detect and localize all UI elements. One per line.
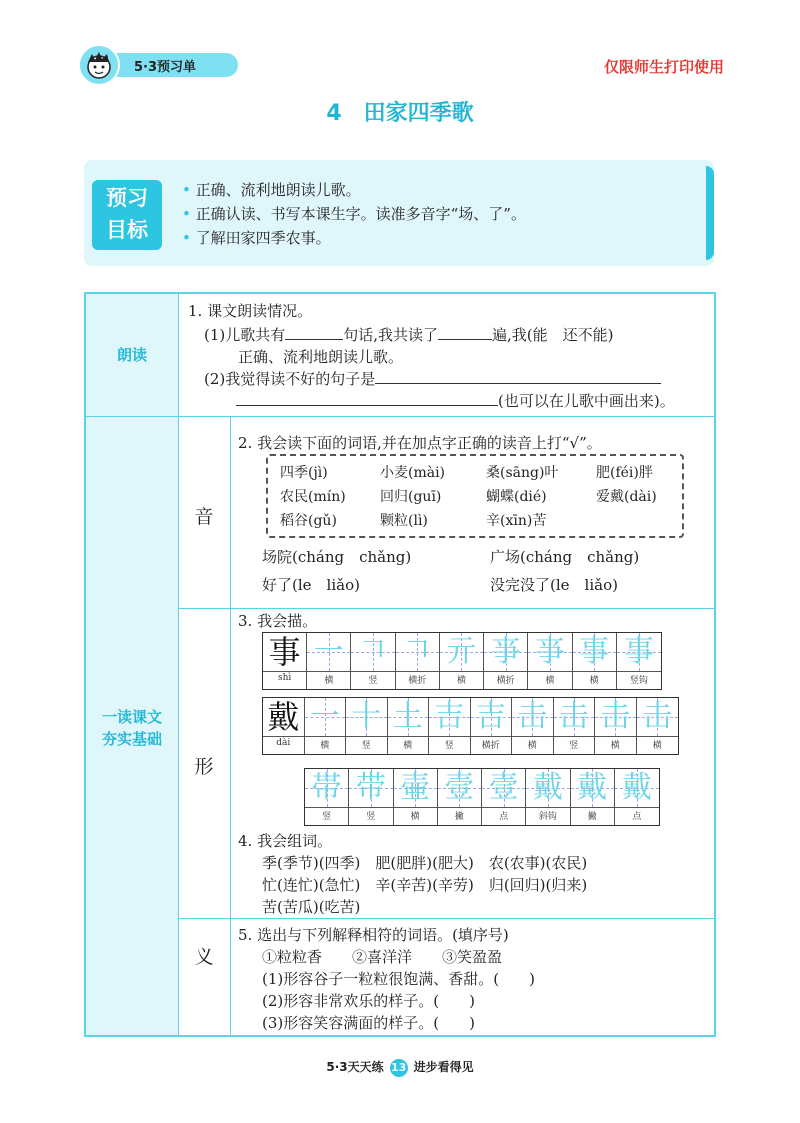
pinyin-word-box [266, 454, 684, 538]
brand-text: 5·3预习单 [134, 60, 197, 75]
pinyin-word: 农民(mín) [280, 489, 346, 505]
pinyin-word: 颗粒(lì) [380, 513, 428, 529]
stroke-name: 竖 [368, 676, 378, 686]
grid-separator [512, 736, 553, 737]
q5-item[interactable]: (1)形容谷子一粒粒很饱满、香甜。( ) [262, 970, 535, 988]
q1-line1c: 遍,我(能 还不能) [492, 326, 614, 344]
grid-separator [346, 736, 387, 737]
model-character [263, 698, 305, 754]
stroke-name: 点 [499, 812, 509, 822]
grid-separator [388, 736, 429, 737]
q1-line1b: 句话,我共读了 [343, 326, 439, 344]
stroke-name: 横折 [496, 676, 515, 686]
grid-character: 亊 [490, 634, 521, 669]
brand-logo [78, 44, 248, 86]
page-title: 4 田家四季歌 [326, 101, 474, 126]
grid-separator [484, 671, 527, 672]
grid-character: 事 [579, 634, 610, 669]
pinyin-row [280, 486, 657, 506]
q5-title: 5. 选出与下列解释相符的词语。(填序号) [238, 926, 509, 944]
pinyin-word: 稻谷(gǔ) [280, 513, 337, 529]
grid-separator [429, 736, 470, 737]
q4-line: 季(季节)(四季) 肥(肥胖)(肥大) 农(农事)(农民) [262, 854, 588, 872]
q1-line1a: (1)儿歌共有 [204, 326, 286, 344]
trace-character-cell[interactable] [615, 769, 659, 825]
q1-line3-text: (2)我觉得读不好的句子是 [204, 370, 376, 388]
grid-character: 事 [623, 634, 654, 669]
grid-character: 𠃍 [358, 634, 389, 669]
trace-character-cell[interactable] [554, 698, 596, 754]
stroke-name: 横 [324, 676, 334, 686]
stroke-name: 竖 [444, 741, 454, 751]
stroke-name: 横 [545, 676, 555, 686]
tracing-grid-1 [262, 632, 662, 690]
grid-character: 戴 [621, 770, 652, 805]
grid-character: 壷 [400, 770, 431, 805]
grid-character: 一 [309, 699, 340, 734]
goals-list [182, 178, 526, 250]
grid-character: 击 [600, 699, 631, 734]
grid-separator [305, 807, 348, 808]
grid-character: 事 [268, 633, 301, 671]
trace-character-cell[interactable] [512, 698, 554, 754]
model-character [263, 633, 307, 689]
grid-separator [615, 807, 659, 808]
grid-character: 带 [355, 770, 386, 805]
trace-character-cell[interactable] [429, 698, 471, 754]
trace-character-cell[interactable] [349, 769, 393, 825]
trace-character-cell[interactable] [617, 633, 661, 689]
grid-separator [595, 736, 636, 737]
section-basics-line1: 一读课文 [101, 708, 162, 726]
pinyin-row [280, 462, 653, 482]
grid-separator [396, 671, 439, 672]
q1-blank-count[interactable] [285, 325, 343, 340]
q2-title: 2. 我会读下面的词语,并在加点字正确的读音上打“√”。 [238, 434, 602, 452]
pinyin-row [280, 510, 596, 530]
grid-separator [394, 807, 437, 808]
stroke-name: 横 [410, 812, 420, 822]
character-pinyin: shì [277, 673, 292, 683]
q1-blank-times[interactable] [438, 325, 492, 340]
q1-blank-sentence-2[interactable] [236, 391, 498, 406]
grid-character: 亓 [446, 634, 477, 669]
grid-separator [637, 736, 679, 737]
trace-character-cell[interactable] [528, 633, 572, 689]
q1-title: 1. 课文朗读情况。 [188, 302, 313, 320]
q1-line3 [204, 368, 661, 389]
character-pinyin: dài [276, 738, 291, 748]
stroke-name: 横折 [408, 676, 427, 686]
pinyin-word: 小麦(mài) [380, 465, 446, 481]
grid-character: 一 [313, 634, 344, 669]
tracing-grid-3 [304, 768, 660, 826]
grid-character: 戴 [267, 698, 300, 736]
goal-item: • 正确认读、书写本课生字。读准多音字“场、了”。 [182, 202, 526, 226]
footer [0, 1058, 800, 1077]
grid-character: 吉 [475, 699, 506, 734]
stroke-name: 竖 [322, 812, 332, 822]
q2-choice-1[interactable]: 场院(cháng chǎng) [262, 548, 412, 566]
goals-accent-bar [706, 166, 714, 260]
goals-tag-line2: 目标 [106, 218, 148, 242]
trace-character-cell[interactable] [305, 769, 349, 825]
grid-character: 吉 [434, 699, 465, 734]
tracing-grid-2 [262, 697, 679, 755]
sub-shape: 形 [194, 756, 214, 778]
pinyin-word: 肥(féi)胖 [596, 465, 653, 481]
section-basics-line2: 夯实基础 [101, 730, 162, 748]
q4-line: 忙(连忙)(急忙) 辛(辛苦)(辛劳) 归(回归)(归来) [262, 876, 588, 894]
left-column [86, 294, 178, 1035]
grid-separator [263, 736, 304, 737]
footer-right: 进步看得见 [413, 1060, 474, 1074]
q1-line2: 正确、流利地朗读儿歌。 [238, 348, 404, 366]
grid-separator [571, 807, 614, 808]
grid-separator [482, 807, 525, 808]
stroke-name: 撇 [587, 812, 597, 822]
grid-separator [305, 736, 346, 737]
grid-separator [526, 807, 569, 808]
trace-character-cell[interactable] [484, 633, 528, 689]
grid-separator [617, 671, 661, 672]
grid-separator [573, 671, 616, 672]
trace-character-cell[interactable] [346, 698, 388, 754]
grid-separator [554, 736, 595, 737]
trace-character-cell[interactable] [394, 769, 438, 825]
grid-character: 戴 [532, 770, 563, 805]
q2-choice-2[interactable]: 广场(cháng chǎng) [490, 548, 640, 566]
grid-separator [349, 807, 392, 808]
grid-character: 帯 [311, 770, 342, 805]
section-reading: 朗读 [116, 346, 147, 364]
q1-line1 [204, 324, 614, 345]
goal-item: • 了解田家四季农事。 [182, 226, 526, 250]
sub-sound: 音 [194, 506, 214, 528]
grid-character: 壹 [444, 770, 475, 805]
pinyin-word: 爱戴(dài) [596, 489, 657, 505]
q4-line: 苦(苦瓜)(吃苦) [262, 898, 361, 916]
pinyin-word: 回归(guī) [380, 489, 442, 505]
goals-tag [92, 180, 162, 250]
stroke-name: 横 [456, 676, 466, 686]
grid-separator [438, 807, 481, 808]
q4-title: 4. 我会组词。 [238, 832, 333, 850]
trace-character-cell[interactable] [307, 633, 351, 689]
q1-line4 [236, 390, 675, 411]
stroke-name: 横 [652, 741, 662, 751]
grid-separator [440, 671, 483, 672]
stroke-name: 斜钩 [538, 812, 557, 822]
q5-options: ①粒粒香 ②喜洋洋 ③笑盈盈 [262, 948, 503, 966]
grid-character: 击 [642, 699, 673, 734]
grid-character: 十 [351, 699, 382, 734]
grid-character: 亊 [534, 634, 565, 669]
trace-character-cell[interactable] [637, 698, 679, 754]
q3-title: 3. 我会描。 [238, 612, 318, 630]
trace-character-cell[interactable] [526, 769, 570, 825]
grid-separator [351, 671, 394, 672]
pinyin-word: 蝴蝶(dié) [486, 489, 547, 505]
stroke-name: 撇 [454, 812, 464, 822]
stroke-name: 横 [403, 741, 413, 751]
stroke-name: 竖 [366, 812, 376, 822]
grid-character: 戴 [577, 770, 608, 805]
grid-character: 击 [558, 699, 589, 734]
preview-goals [84, 160, 714, 266]
page-number: 13 [390, 1059, 408, 1077]
cartoon-boy-icon [78, 44, 120, 86]
pinyin-word: 桑(sāng)叶 [486, 465, 559, 481]
q1-line4-text: (也可以在儿歌中画出来)。 [498, 392, 675, 410]
trace-character-cell[interactable] [482, 769, 526, 825]
q1-blank-sentence[interactable] [375, 369, 661, 384]
goal-item: • 正确、流利地朗读儿歌。 [182, 178, 526, 202]
trace-character-cell[interactable] [438, 769, 482, 825]
stroke-name: 横 [610, 741, 620, 751]
grid-separator [471, 736, 512, 737]
goals-tag-line1: 预习 [106, 186, 148, 210]
q5-item[interactable]: (2)形容非常欢乐的样子。( ) [262, 992, 475, 1010]
grid-separator [307, 671, 350, 672]
grid-separator [263, 671, 306, 672]
pinyin-word: 辛(xīn)苦 [486, 513, 547, 529]
stroke-name: 横 [527, 741, 537, 751]
stroke-name: 点 [632, 812, 642, 822]
trace-character-cell[interactable] [573, 633, 617, 689]
grid-separator [528, 671, 571, 672]
trace-character-cell[interactable] [396, 633, 440, 689]
stroke-name: 横 [320, 741, 330, 751]
trace-character-cell[interactable] [305, 698, 347, 754]
pinyin-word: 四季(jì) [280, 465, 328, 481]
trace-character-cell[interactable] [440, 633, 484, 689]
stroke-name: 横 [589, 676, 599, 686]
trace-character-cell[interactable] [388, 698, 430, 754]
grid-character: 土 [392, 699, 423, 734]
print-notice: 仅限师生打印使用 [603, 58, 724, 76]
q5-item[interactable]: (3)形容笑容满面的样子。( ) [262, 1014, 475, 1032]
grid-character: 𠃍 [402, 634, 433, 669]
section-basics [86, 706, 178, 750]
q2-choice-3[interactable]: 好了(le liǎo) [262, 576, 360, 594]
q2-choice-4[interactable]: 没完没了(le liǎo) [490, 576, 618, 594]
footer-left: 5·3天天练 [326, 1060, 384, 1074]
sub-meaning: 义 [194, 946, 214, 968]
stroke-name: 竖钩 [629, 676, 648, 686]
grid-character: 壹 [488, 770, 519, 805]
grid-character: 击 [517, 699, 548, 734]
trace-character-cell[interactable] [571, 769, 615, 825]
trace-character-cell[interactable] [471, 698, 513, 754]
trace-character-cell[interactable] [595, 698, 637, 754]
stroke-name: 竖 [361, 741, 371, 751]
trace-character-cell[interactable] [351, 633, 395, 689]
stroke-name: 竖 [569, 741, 579, 751]
stroke-name: 横折 [481, 741, 500, 751]
